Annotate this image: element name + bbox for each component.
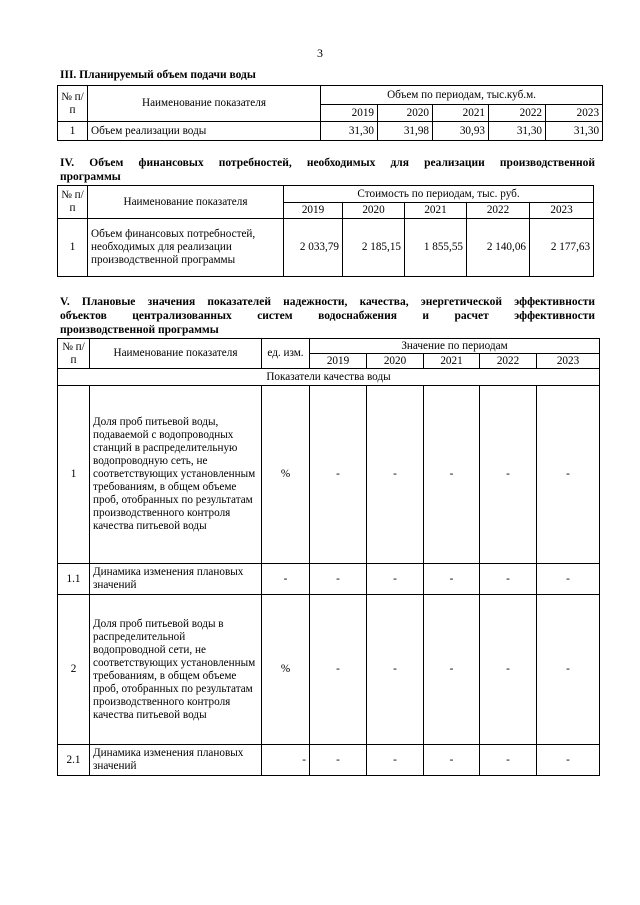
row-unit: - <box>262 745 310 776</box>
header-num: № п/п <box>58 339 90 369</box>
year-header: 2023 <box>537 354 600 369</box>
cell-value: 2 140,06 <box>467 219 530 277</box>
cell-value: - <box>424 745 480 776</box>
section3-title: III. Планируемый объем подачи воды <box>60 69 256 81</box>
cell-value: - <box>424 564 480 595</box>
cell-value: - <box>424 386 480 564</box>
cell-value: - <box>480 595 537 745</box>
cell-value: - <box>480 745 537 776</box>
row-name: Доля проб питьевой воды, подаваемой с водопроводных станций в распределительную водопроводную сеть, не соответствующих установленным требованиям, в общем объеме проб, отобранных по результатам производственного контроля качества питьевой воды <box>90 386 262 564</box>
year-header: 2020 <box>343 203 405 219</box>
cell-value: - <box>367 386 424 564</box>
indicators-table <box>57 338 600 776</box>
year-header: 2023 <box>546 105 603 122</box>
year-header: 2021 <box>433 105 489 122</box>
header-name: Наименование показателя <box>90 339 262 369</box>
year-header: 2019 <box>310 354 367 369</box>
year-header: 2022 <box>480 354 537 369</box>
header-num: № п/п <box>58 86 88 122</box>
header-name: Наименование показателя <box>88 86 321 122</box>
row-num: 1.1 <box>58 564 90 595</box>
water-supply-table <box>57 85 603 141</box>
section5-title-line1: V. Плановые значения показателей надежности, качества, энергетической эффективности <box>60 296 595 308</box>
header-group: Значение по периодам <box>310 339 600 354</box>
header-name: Наименование показателя <box>88 186 284 219</box>
cell-value: - <box>537 564 600 595</box>
row-name: Динамика изменения плановых значений <box>90 564 262 595</box>
cell-value: 30,93 <box>433 122 489 141</box>
header-group: Объем по периодам, тыс.куб.м. <box>321 86 603 105</box>
cell-value: 31,30 <box>546 122 603 141</box>
header-num: № п/п <box>58 186 88 219</box>
row-name: Доля проб питьевой воды в распределительной водопроводной сети, не соответствующих установленным требованиям, в общем объеме проб, отобранных по результатам производственного контроля качества питьевой воды <box>90 595 262 745</box>
row-name: Динамика изменения плановых значений <box>90 745 262 776</box>
cell-value: - <box>367 595 424 745</box>
cell-value: - <box>310 595 367 745</box>
cell-value: 31,98 <box>378 122 433 141</box>
row-unit: % <box>262 595 310 745</box>
table-row <box>58 219 594 277</box>
table-row <box>58 564 600 595</box>
year-header: 2020 <box>367 354 424 369</box>
cell-value: 31,30 <box>489 122 546 141</box>
year-header: 2023 <box>530 203 594 219</box>
year-header: 2019 <box>321 105 378 122</box>
cell-value: - <box>424 595 480 745</box>
row-num: 2.1 <box>58 745 90 776</box>
section4-title-line1: IV. Объем финансовых потребностей, необходимых для реализации производственной <box>60 157 595 169</box>
cell-value: 2 185,15 <box>343 219 405 277</box>
cell-value: - <box>537 745 600 776</box>
table-row <box>58 122 603 141</box>
row-num: 1 <box>58 219 88 277</box>
cell-value: 2 177,63 <box>530 219 594 277</box>
row-num: 1 <box>58 386 90 564</box>
cell-value: - <box>367 564 424 595</box>
year-header: 2021 <box>424 354 480 369</box>
header-unit: ед. изм. <box>262 339 310 369</box>
row-unit: % <box>262 386 310 564</box>
table-subheader: Показатели качества воды <box>58 369 600 386</box>
row-unit: - <box>262 564 310 595</box>
cell-value: 1 855,55 <box>405 219 467 277</box>
row-name: Объем финансовых потребностей, необходимых для реализации производственной программы <box>88 219 284 277</box>
year-header: 2022 <box>467 203 530 219</box>
table-row <box>58 386 600 564</box>
section5-title-line3: производственной программы <box>60 324 219 336</box>
cell-value: - <box>310 564 367 595</box>
cell-value: - <box>537 386 600 564</box>
cell-value: - <box>480 386 537 564</box>
cell-value: - <box>367 745 424 776</box>
cell-value: 2 033,79 <box>284 219 343 277</box>
table-row <box>58 595 600 745</box>
cell-value: 31,30 <box>321 122 378 141</box>
row-num: 2 <box>58 595 90 745</box>
year-header: 2021 <box>405 203 467 219</box>
page-number: 3 <box>317 46 323 60</box>
cell-value: - <box>310 386 367 564</box>
table-row <box>58 745 600 776</box>
section4-title-line2: программы <box>60 171 121 183</box>
cell-value: - <box>480 564 537 595</box>
row-num: 1 <box>58 122 88 141</box>
header-group: Стоимость по периодам, тыс. руб. <box>284 186 594 203</box>
year-header: 2022 <box>489 105 546 122</box>
cell-value: - <box>537 595 600 745</box>
row-name: Объем реализации воды <box>88 122 321 141</box>
cell-value: - <box>310 745 367 776</box>
section5-title-line2: объектов централизованных систем водоснабжения и расчет эффективности <box>60 310 595 322</box>
year-header: 2020 <box>378 105 433 122</box>
year-header: 2019 <box>284 203 343 219</box>
finance-table <box>57 185 594 277</box>
